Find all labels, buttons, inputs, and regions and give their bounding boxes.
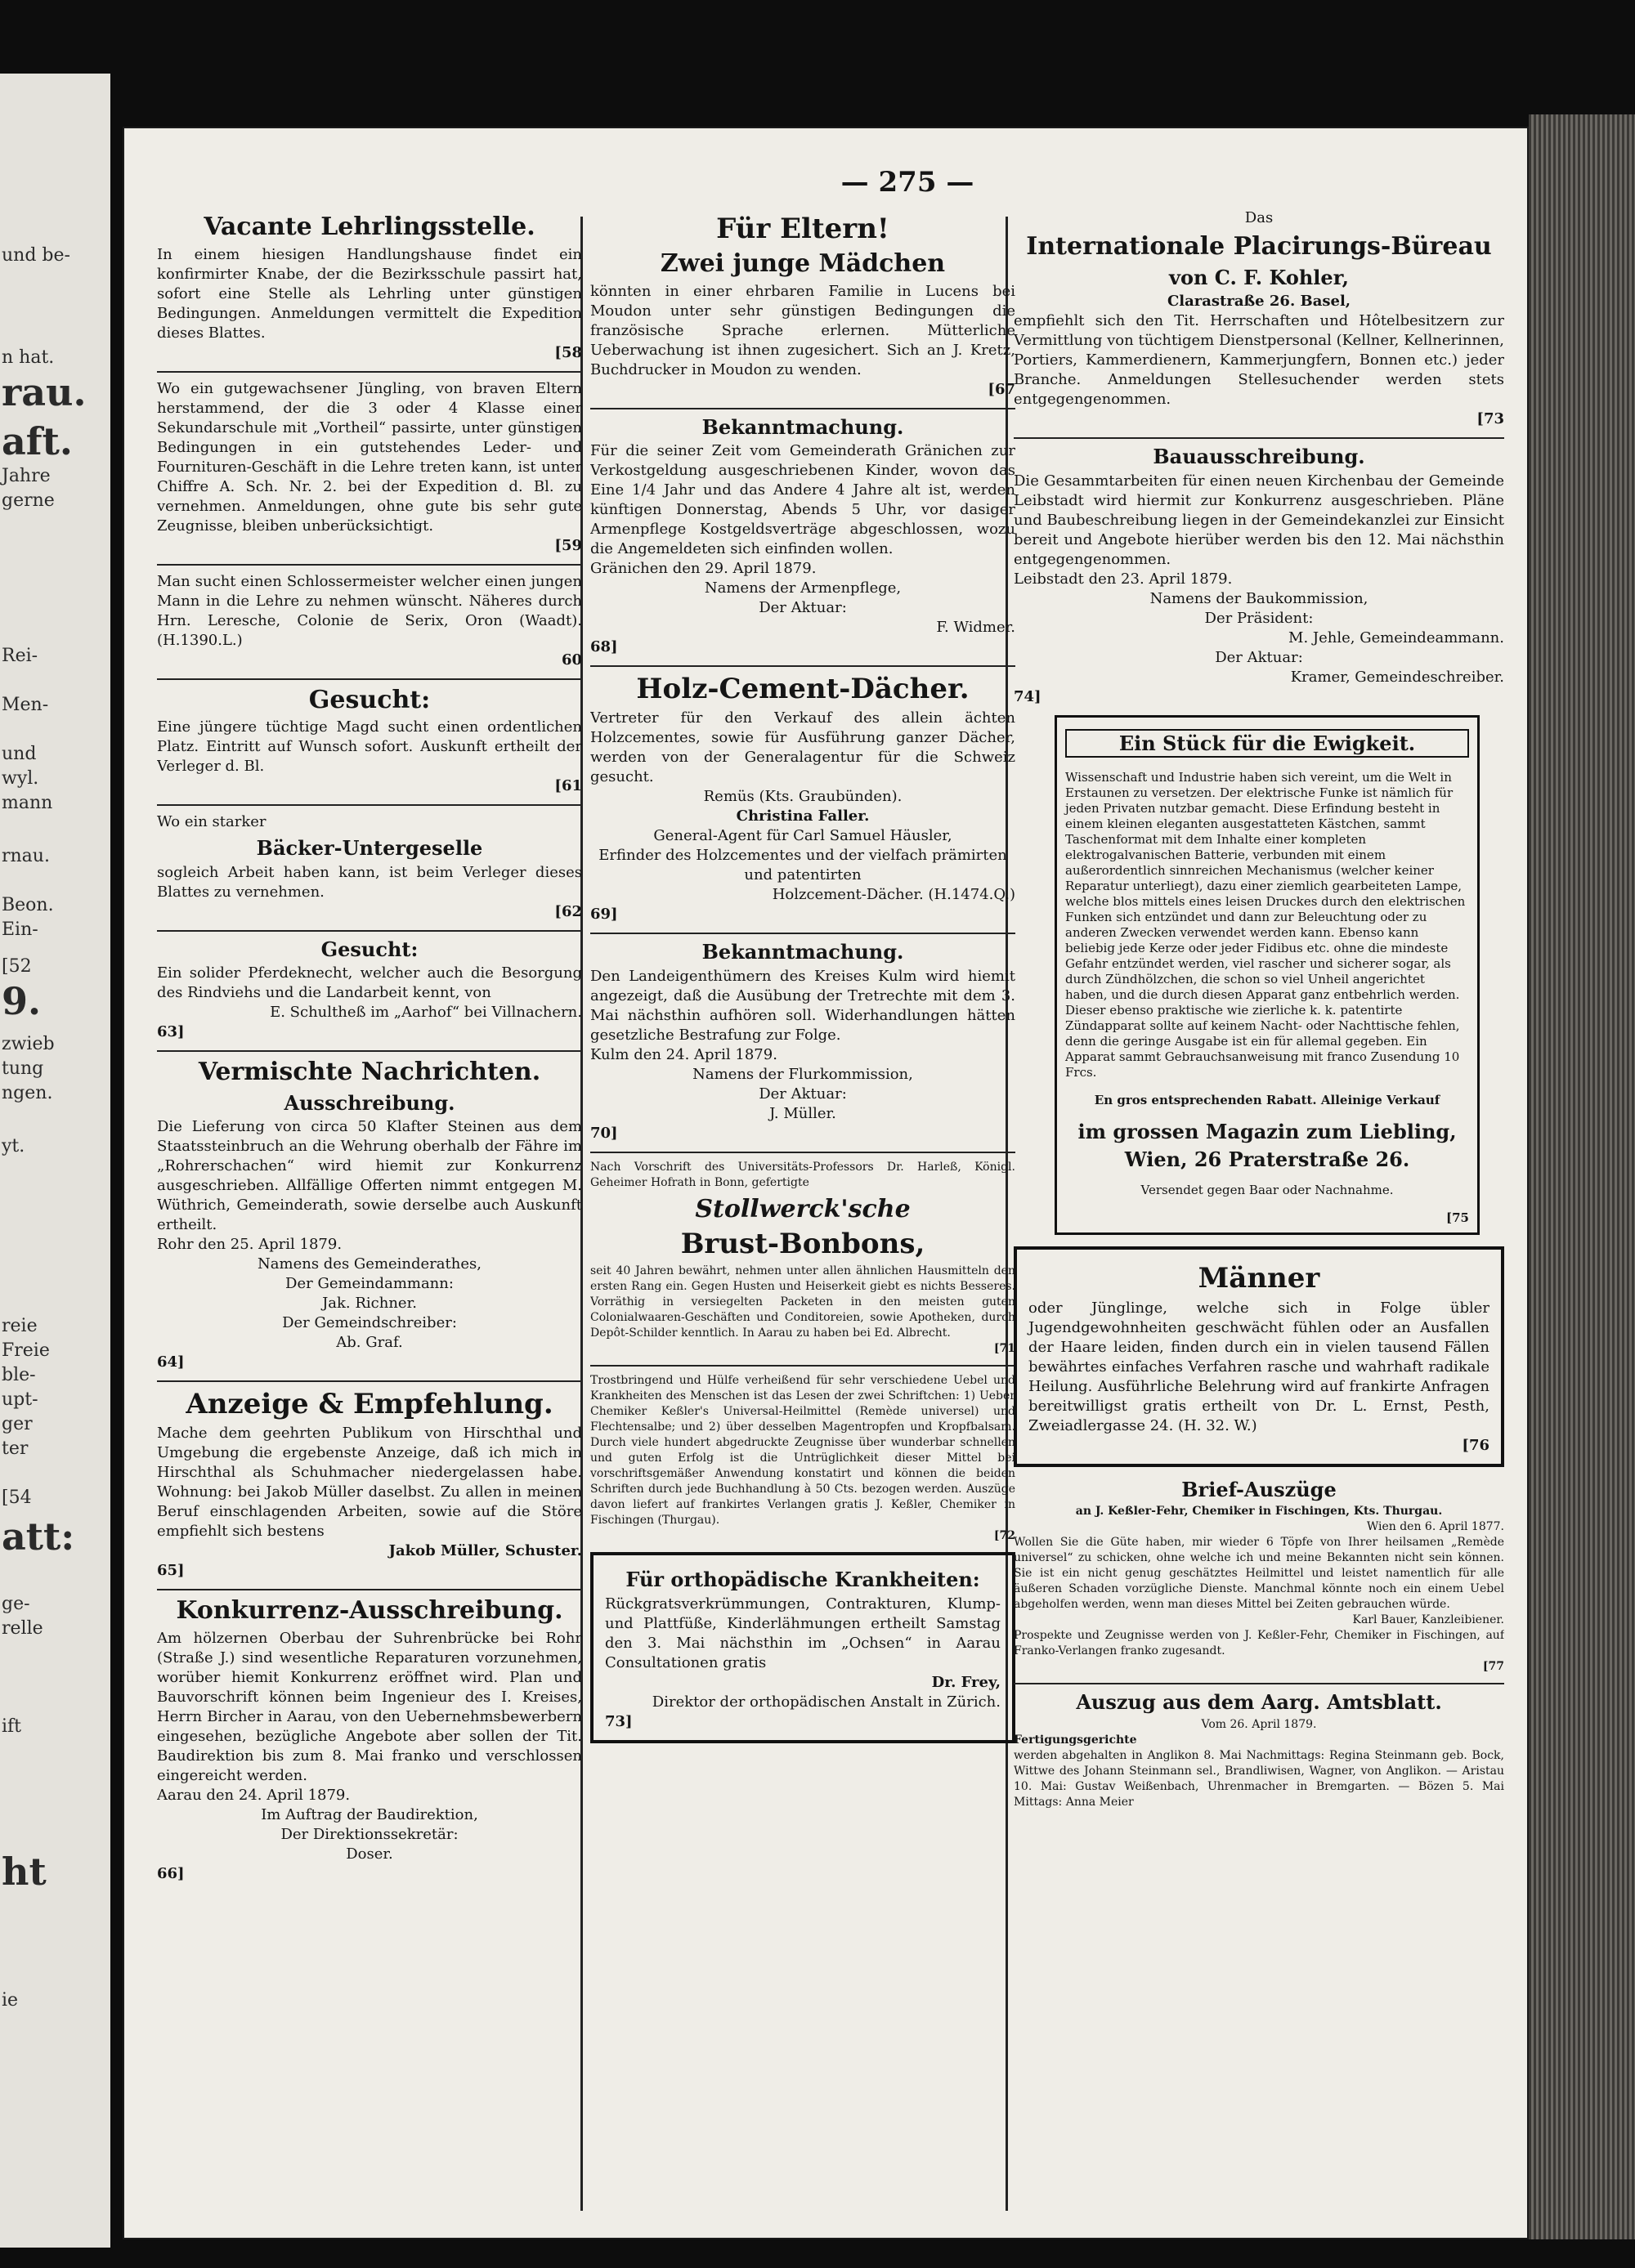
ad-signature: Karl Bauer, Kanzleibiener. xyxy=(1352,1613,1504,1627)
ad-shoemaker xyxy=(157,1389,582,1581)
ad-signature: Im Auftrag der Baudirektion, xyxy=(261,1805,478,1823)
ad-text: Wissenschaft und Industrie haben sich vereint, um die Welt in Erstaunen zu versetzen. Der elektrische Funke ist nämlich für jeden Privaten nutzbar gemacht. Diese Erfindung besteht in einem kleinen eleganten ausgestatteten Kästchen, sammt Taschenformat mit dem Inhalte einer kompleten elektrogalvanischen Batterie, verbunden mit einem außerordentlich sinnreichen Mechanismus (welcher keiner Reparatur unterliegt), dazu einer ziemlich gearbeiteten Lampe, welche blos mittels eines leisen Druckes durch den elektrischen Funken sich entzündet und dann zur Beleuchtung oder zu anderen Zwecken verwendet werden kann. Ebenso kann beliebig jede Kerze oder jeder Fidibus etc. ohne die mindeste Gefahr entzündet werden, viel rascher und sicherer sogar, als durch Zündhölzchen, die schon so viel Unheil angerichtet haben, und die durch diesen Apparat ganz entbehrlich werden. Dieser ebenso praktische wie zierliche k. k. patentirte Zündapparat sollte auf keinem Nacht- oder Nachttische fehlen, denn die geringe Ausgabe ist ein für allemal gegeben. Ein Apparat sammt Gebrauchsanweisung mit franco Zusendung 10 Frcs. xyxy=(1065,770,1466,1080)
ad-number: [72 xyxy=(993,1529,1015,1543)
separator xyxy=(1014,1683,1504,1684)
separator xyxy=(590,1365,1015,1367)
ad-signature: Der Aktuar: xyxy=(1215,648,1303,666)
ad-signature: Namens der Baukommission, xyxy=(1149,589,1368,607)
ad-number: 66] xyxy=(157,1864,185,1882)
left-fragment: tung xyxy=(2,1058,44,1079)
ad-number: [58 xyxy=(554,343,582,361)
left-fragment: Men- xyxy=(2,695,49,715)
ad-text: seit 40 Jahren bewährt, nehmen unter allen ähnlichen Hausmitteln den ersten Rang ein. Gegen Husten und Heiserkeit giebt es nichts Besseres. Vorräthig in versiegelten Packeten in den meisten guten Colonialwaaren-Geschäften und Conditoreien, sowie Apotheken, durch Depôt-Schilder kenntlich. In Aarau zu haben bei Ed. Albrecht. xyxy=(590,1264,1015,1340)
ad-signature: Erfinder des Holzcementes und der vielfach prämirten und patentirten xyxy=(598,847,1007,884)
ad-signature: Christina Faller. xyxy=(736,807,870,825)
left-fragment: wyl. xyxy=(2,768,39,789)
ad-text: werden abgehalten in Anglikon 8. Mai Nachmittags: Regina Steinmann geb. Bock, Wittwe des Johann Steinmann sel., Brandliwisen, Wagner, von Anglikon. — Aristau 10. Mai: Gustav Weißenbach, Uhrenmacher in Bremgarten. — Bözen 5. Mai Mittags: Anna Meier xyxy=(1014,1748,1504,1809)
ad-number: [62 xyxy=(554,902,582,920)
ad-subtitle: Zwei junge Mädchen xyxy=(660,249,946,279)
ad-text: Man sucht einen Schlossermeister welcher einen jungen Mann in die Lehre zu nehmen wünscht. Näheres durch Hrn. Leresche, Colonie de Serix, Oron (Waadt). (H.1390.L.) xyxy=(157,572,582,649)
ad-date: Wien den 6. April 1877. xyxy=(1366,1520,1504,1534)
ad-date: Leibstadt den 23. April 1879. xyxy=(1014,570,1233,588)
ad-number: 69] xyxy=(590,906,618,924)
left-fragment: Beon. xyxy=(2,895,54,915)
ad-intro: Nach Vorschrift des Universitäts-Professors Dr. Harleß, Königl. Geheimer Hofrath in Bonn, gefertigte xyxy=(590,1160,1015,1189)
ad-text: Für die seiner Zeit vom Gemeinderath Gränichen zur Verkostgeldung ausgeschriebenen Kinder, wovon das Eine 1/4 Jahr und das Andere 4 Jahre alt ist, werden künftigen Donnerstag, Abends 5 Uhr, vor dasiger Armenpflege Kostgeldsverträge abgeschlossen, wozu die Angemeldeten sich einfinden wollen. xyxy=(590,442,1015,558)
section-title: Vermischte Nachrichten. xyxy=(198,1058,541,1087)
ad-date: Vom 26. April 1879. xyxy=(1201,1717,1317,1731)
separator xyxy=(157,371,582,373)
left-fragment: ge- xyxy=(2,1594,30,1614)
left-fragment: Freie xyxy=(2,1340,50,1361)
ad-church-construction xyxy=(1014,445,1504,707)
separator xyxy=(590,408,1015,409)
left-fragment: ble- xyxy=(2,1365,36,1385)
separator xyxy=(157,1050,582,1052)
ad-vacant-apprentice xyxy=(157,213,582,363)
separator xyxy=(157,930,582,932)
ad-signature: Ab. Graf. xyxy=(336,1334,403,1352)
ad-placement-bureau xyxy=(1014,208,1504,429)
ad-signature: Namens der Armenpflege, xyxy=(704,579,902,597)
ad-signature: Doser. xyxy=(346,1845,393,1863)
ad-official-gazette xyxy=(1014,1691,1504,1810)
ad-date: Rohr den 25. April 1879. xyxy=(157,1236,343,1254)
left-fragment: [52 xyxy=(2,956,32,977)
ad-title: Bekanntmachung. xyxy=(701,414,904,439)
ad-text: Eine jüngere tüchtige Magd sucht einen ordentlichen Platz. Eintritt auf Wunsch sofort. Auskunft ertheilt der Verleger d. Bl. xyxy=(157,718,582,775)
left-fragment: ht xyxy=(2,1850,47,1894)
left-fragment: Ein- xyxy=(2,919,38,940)
ad-signature: Jakob Müller, Schuster. xyxy=(388,1542,582,1560)
ad-date: Aarau den 24. April 1879. xyxy=(157,1786,351,1804)
ad-men xyxy=(1014,1246,1504,1466)
ad-field-rights xyxy=(590,941,1015,1143)
left-fragment: rau. xyxy=(2,370,87,414)
separator xyxy=(157,1380,582,1382)
ad-number: [67 xyxy=(988,380,1015,398)
ad-for-parents xyxy=(590,213,1015,400)
left-fragment: gerne xyxy=(2,490,55,511)
left-fragment: ger xyxy=(2,1414,33,1434)
ad-title: Internationale Placirungs-Büreau xyxy=(1026,232,1492,261)
ad-intro: Das xyxy=(1244,209,1274,226)
ad-text: Ein solider Pferdeknecht, welcher auch die Besorgung des Rindviehs und die Landarbeit kennt, von xyxy=(157,964,582,1002)
separator xyxy=(157,804,582,806)
ad-title: Holz-Cement-Dächer. xyxy=(636,673,970,706)
ad-title: Auszug aus dem Aarg. Amtsblatt. xyxy=(1076,1690,1442,1715)
ad-number: 65] xyxy=(157,1562,185,1580)
ad-bridge-tender xyxy=(157,1597,582,1884)
left-fragment: mann xyxy=(2,793,53,813)
ad-text: Den Landeigenthümern des Kreises Kulm wird hiemit angezeigt, daß die Ausübung der Tretrechte mit dem 3. Mai nächsthin aufhören soll. Widerhandlungen hätten gesetzliche Bestrafung zur Folge. xyxy=(590,967,1015,1044)
ad-signature: E. Schultheß im „Aarhof“ bei Villnachern. xyxy=(270,1004,582,1022)
separator xyxy=(157,1589,582,1590)
ad-signature: Namens des Gemeinderathes, xyxy=(258,1255,482,1273)
ad-number: [77 xyxy=(1482,1660,1504,1674)
left-fragment: aft. xyxy=(2,419,73,463)
newspaper-page xyxy=(123,127,1529,2239)
left-fragment: Jahre xyxy=(2,466,51,486)
left-fragment: reie xyxy=(2,1316,38,1336)
ad-number: 70] xyxy=(590,1124,618,1142)
ad-title: Brief-Auszüge xyxy=(1181,1477,1337,1501)
ad-signature: Der Aktuar: xyxy=(759,1085,847,1103)
ad-orthopedic xyxy=(590,1552,1015,1743)
separator xyxy=(590,1152,1015,1153)
left-fragment: rnau. xyxy=(2,846,50,866)
ad-signature: Dr. Frey, xyxy=(931,1674,1001,1692)
ad-date: Kulm den 24. April 1879. xyxy=(590,1045,777,1063)
ad-text: Die Gesammtarbeiten für einen neuen Kirchenbau der Gemeinde Leibstadt wird hiermit zur Konkurrenz ausgeschrieben. Pläne und Baubeschreibung liegen in der Gemeindekanzlei zur Einsicht bereit und Angebote hierüber werden bis den 12. Mai nächsthin entgegengenommen. xyxy=(1014,472,1504,568)
ad-number: [71 xyxy=(993,1342,1015,1356)
ad-place: Remüs (Kts. Graubünden). xyxy=(703,788,903,806)
left-fragment: ift xyxy=(2,1716,22,1737)
ad-extra: En gros entsprechenden Rabatt. Alleinige Verkauf xyxy=(1094,1093,1440,1108)
left-fragment: Rei- xyxy=(2,646,38,666)
left-fragment: relle xyxy=(2,1618,43,1639)
ad-wood-cement-roofs xyxy=(590,673,1015,924)
ad-signature: Direktor der orthopädischen Anstalt in Zürich. xyxy=(652,1693,1001,1711)
ad-subtitle: von C. F. Kohler, xyxy=(1169,265,1349,289)
ad-text: Vertreter für den Verkauf des allein ächten Holzcementes, sowie für Ausführung ganzer Dächer, werden von der Generalagentur für die Schweiz gesucht. xyxy=(590,709,1015,786)
ad-subtitle: an J. Keßler-Fehr, Chemiker in Fischingen, Kts. Thurgau. xyxy=(1075,1505,1443,1519)
ad-signature: Der Gemeindammann: xyxy=(285,1275,454,1293)
ad-text: Wollen Sie die Güte haben, mir wieder 6 Töpfe von Ihrer heilsamen „Remède universel“ zu schicken, ohne welche ich und meine Bekannten nicht sein können. Sie ist ein nicht genug geschätztes Heilmittel und leistet namentlich für alle äußeren Schaden vorzügliche Dienste. Manchmal könnte noch ein einem Uebel abgeholfen werden, wenn man dieses Mittel bei Zeiten gebrauchen würde. xyxy=(1014,1536,1504,1612)
ad-shop: im grossen Magazin zum Liebling, xyxy=(1077,1120,1457,1144)
ad-signature: Der Aktuar: xyxy=(759,599,847,617)
ad-footer: Prospekte und Zeugnisse werden von J. Keßler-Fehr, Chemiker in Fischingen, auf Franko-Verlangen franko zugesandt. xyxy=(1014,1629,1504,1658)
ad-subtitle: Fertigungsgerichte xyxy=(1014,1733,1137,1747)
ad-number: [59 xyxy=(554,536,582,554)
ad-signature: Jak. Richner. xyxy=(322,1295,417,1313)
ad-title: Bekanntmachung. xyxy=(701,940,904,964)
ad-address: Wien, 26 Praterstraße 26. xyxy=(1124,1147,1410,1171)
ad-title: Brust-Bonbons, xyxy=(680,1228,925,1261)
ad-note: Versendet gegen Baar oder Nachnahme. xyxy=(1140,1183,1394,1198)
left-fragment: [54 xyxy=(2,1487,32,1508)
separator xyxy=(590,665,1015,667)
ad-address: Clarastraße 26. Basel, xyxy=(1167,293,1351,311)
column-left xyxy=(157,208,582,2227)
ad-text: könnten in einer ehrbaren Familie in Lucens bei Moudon unter sehr günstigen Bedingungen die französische Sprache erlernen. Mütterliche Ueberwachung ist ihnen zugesichert. Sich an J. Kretz, Buchdrucker in Moudon zu wenden. xyxy=(590,282,1015,378)
ad-number: 73] xyxy=(605,1713,633,1731)
ad-letter-excerpts xyxy=(1014,1478,1504,1675)
ad-number: 74] xyxy=(1014,687,1041,705)
separator xyxy=(157,678,582,680)
ad-eternity-lighter xyxy=(1055,715,1480,1236)
ad-locksmith xyxy=(157,572,582,670)
left-fragment: n hat. xyxy=(2,347,55,368)
ad-title: Gesucht: xyxy=(320,937,419,961)
ad-title: Vacante Lehrlingsstelle. xyxy=(204,212,535,241)
page-stack-edge xyxy=(1529,114,1635,2239)
ad-baker xyxy=(157,812,582,922)
ad-title: Männer xyxy=(1198,1262,1320,1295)
column-right xyxy=(1014,208,1504,2227)
ad-stableman xyxy=(157,938,582,1043)
column-middle xyxy=(590,208,1015,2227)
ad-signature: Namens der Flurkommission, xyxy=(692,1065,913,1083)
ad-number: [76 xyxy=(1462,1436,1489,1454)
ad-foster-children xyxy=(590,416,1015,658)
ad-title: Konkurrenz-Ausschreibung. xyxy=(176,1596,563,1626)
ad-text: Die Lieferung von circa 50 Klafter Steinen aus dem Staatssteinbruch an die Wehrung oberhalb der Fähre im „Rohrerschachen“ wird hiemit zur Konkurrenz ausgeschrieben. Allfällige Offerten nimmt entgegen M. Wüthrich, Gemeinderath, sowie derselbe auch Auskunft ertheilt. xyxy=(157,1118,582,1234)
left-fragment: ngen. xyxy=(2,1083,53,1103)
page-number: — 275 — xyxy=(840,166,974,199)
ad-text: In einem hiesigen Handlungshause findet ein konfirmirter Knabe, der die Bezirksschule passirt hat, sofort eine Stelle als Lehrling unter günstigen Bedingungen. Anmeldungen vermittelt die Expedition dieses Blattes. xyxy=(157,245,582,342)
ad-text: Wo ein gutgewachsener Jüngling, von braven Eltern herstammend, der die 3 oder 4 Klasse einer Sekundarschule mit „Vortheil“ passirte, unter günstigen Bedingungen in ein gutstehendes Leder- und Fournituren-Geschäft in die Lehre treten kann, ist unter Chiffre A. Sch. Nr. 2. bei der Expedition d. Bl. zu vernehmen. Anmeldungen, ohne gute bis sehr gute Zeugnisse, bleiben unberücksichtigt. xyxy=(157,379,582,535)
ad-date: Gränichen den 29. April 1879. xyxy=(590,560,817,578)
ad-signature: J. Müller. xyxy=(769,1104,836,1122)
left-fragment: und xyxy=(2,744,37,764)
left-fragment: zwieb xyxy=(2,1034,55,1054)
ad-title: Für Eltern! xyxy=(716,212,889,245)
ad-signature: F. Widmer. xyxy=(936,619,1015,637)
ad-number: 68] xyxy=(590,638,618,656)
left-fragment: att: xyxy=(2,1514,75,1559)
left-fragment: ie xyxy=(2,1990,19,2011)
ad-title: Ausschreibung. xyxy=(284,1090,455,1115)
left-page-fragment xyxy=(0,74,110,2248)
separator xyxy=(1014,437,1504,439)
ad-title: Ein Stück für die Ewigkeit. xyxy=(1065,729,1469,758)
left-fragment: upt- xyxy=(2,1389,38,1410)
ad-stollwerck-bonbons xyxy=(590,1160,1015,1358)
ad-maid-wanted xyxy=(157,687,582,797)
ad-title: Bäcker-Untergeselle xyxy=(256,836,483,860)
ad-number: 63] xyxy=(157,1023,185,1041)
ad-signature: M. Jehle, Gemeindeammann. xyxy=(1288,629,1504,646)
ad-text: Am hölzernen Oberbau der Suhrenbrücke bei Rohr (Straße J.) sind wesentliche Reparaturen vorzunehmen, worüber hiemit Konkurrenz eröffnet wird. Plan und Bauvorschrift können beim Ingenieur des I. Kreises, Herrn Bircher in Aarau, von den Uebernehmsbewerbern eingesehen, bezügliche Angebote aber sollen der Tit. Baudirektion bis zum 8. Mai franko und verschlossen eingereicht werden. xyxy=(157,1629,582,1784)
ad-number: 64] xyxy=(157,1353,185,1371)
ad-signature: Der Präsident: xyxy=(1204,609,1314,627)
left-fragment: und be- xyxy=(2,245,70,266)
ad-kessler-remedies xyxy=(590,1373,1015,1544)
ad-signature: Holzcement-Dächer. (H.1474.Q.) xyxy=(772,886,1015,904)
ad-text: Trostbringend und Hülfe verheißend für sehr verschiedene Uebel und Krankheiten des Menschen ist das Lesen der zwei Schriftchen: 1) Ueber Chemiker Keßler's Universal-Heilmittel (Remède universel) und Flechtensalbe; und 2) über desselben Magentropfen und Kropfbalsam. Durch viele hundert abgedruckte Zeugnisse über wunderbar schnellen und guten Erfolg ist die Untrüglichkeit dieser Mittel bei vorschriftsgemäßer Anwendung konstatirt und können die beiden Schriften durch jede Buchhandlung à 50 Cts. bezogen werden. Auszüge davon liefert auf frankirtes Verlangen gratis J. Keßler, Chemiker in Fischingen (Thurgau). xyxy=(590,1374,1015,1528)
separator xyxy=(157,564,582,566)
ad-number: [75 xyxy=(1446,1210,1469,1226)
left-fragment: 9. xyxy=(2,979,42,1023)
ad-number: 60 xyxy=(561,651,582,669)
ad-title: Stollwerck'sche xyxy=(695,1194,911,1223)
ad-text: empfiehlt sich den Tit. Herrschaften und Hôtelbesitzern zur Vermittlung von tüchtigem Dienstpersonal (Kellner, Kellnerinnen, Portiers, Kammerdienern, Kammerjungfern, Bonnen etc.) jeder Branche. Anmeldungen Stellesuchender werden stets entgegengenommen. xyxy=(1014,312,1504,409)
ad-title: Bauausschreibung. xyxy=(1153,445,1365,469)
left-fragment: ter xyxy=(2,1438,29,1459)
ad-number: [61 xyxy=(554,777,582,794)
ad-number: [73 xyxy=(1476,410,1504,428)
ad-text: sogleich Arbeit haben kann, ist beim Verleger dieses Blattes zu vernehmen. xyxy=(157,863,582,901)
separator xyxy=(590,933,1015,934)
ad-text: Mache dem geehrten Publikum von Hirschthal und Umgebung die ergebenste Anzeige, daß ich mich in Hirschthal als Schuhmacher niedergelassen habe. Wohnung: bei Jakob Müller daselbst. Zu allen in meinen Beruf einschlagenden Arbeiten, sowie auf die Störe empfiehlt sich bestens xyxy=(157,1425,582,1541)
ad-leather-apprentice xyxy=(157,379,582,556)
ad-signature: Kramer, Gemeindeschreiber. xyxy=(1290,668,1504,686)
ad-text: Rückgratsverkrümmungen, Contrakturen, Klump- und Plattfüße, Kinderlähmungen ertheilt Samstag den 3. Mai nächsthin im „Ochsen“ in Aarau Consultationen gratis xyxy=(605,1595,1001,1672)
ad-signature: Der Direktionssekretär: xyxy=(280,1825,459,1843)
ad-text: oder Jünglinge, welche sich in Folge übler Jugendgewohnheiten geschwächt fühlen oder an Ausfallen der Haare leiden, finden durch ein in vielen tausend Fällen bewährtes einfaches Verfahren rasche und wahrhaft radikale Heilung. Ausführliche Belehrung wird auf frankirte Anfragen bereitwilligst gratis ertheilt von Dr. L. Ernst, Pesth, Zweiadlergasse 24. (H. 32. W.) xyxy=(1028,1299,1489,1434)
ad-stone-tender xyxy=(157,1058,582,1372)
ad-signature: Der Gemeindschreiber: xyxy=(282,1314,457,1332)
ad-title: Anzeige & Empfehlung. xyxy=(186,1388,553,1421)
ad-intro: Wo ein starker xyxy=(157,813,267,830)
ad-title: Gesucht: xyxy=(308,685,431,714)
ad-signature: General-Agent für Carl Samuel Häusler, xyxy=(653,827,952,845)
left-fragment: yt. xyxy=(2,1136,25,1156)
ad-title: Für orthopädische Krankheiten: xyxy=(625,1568,980,1592)
